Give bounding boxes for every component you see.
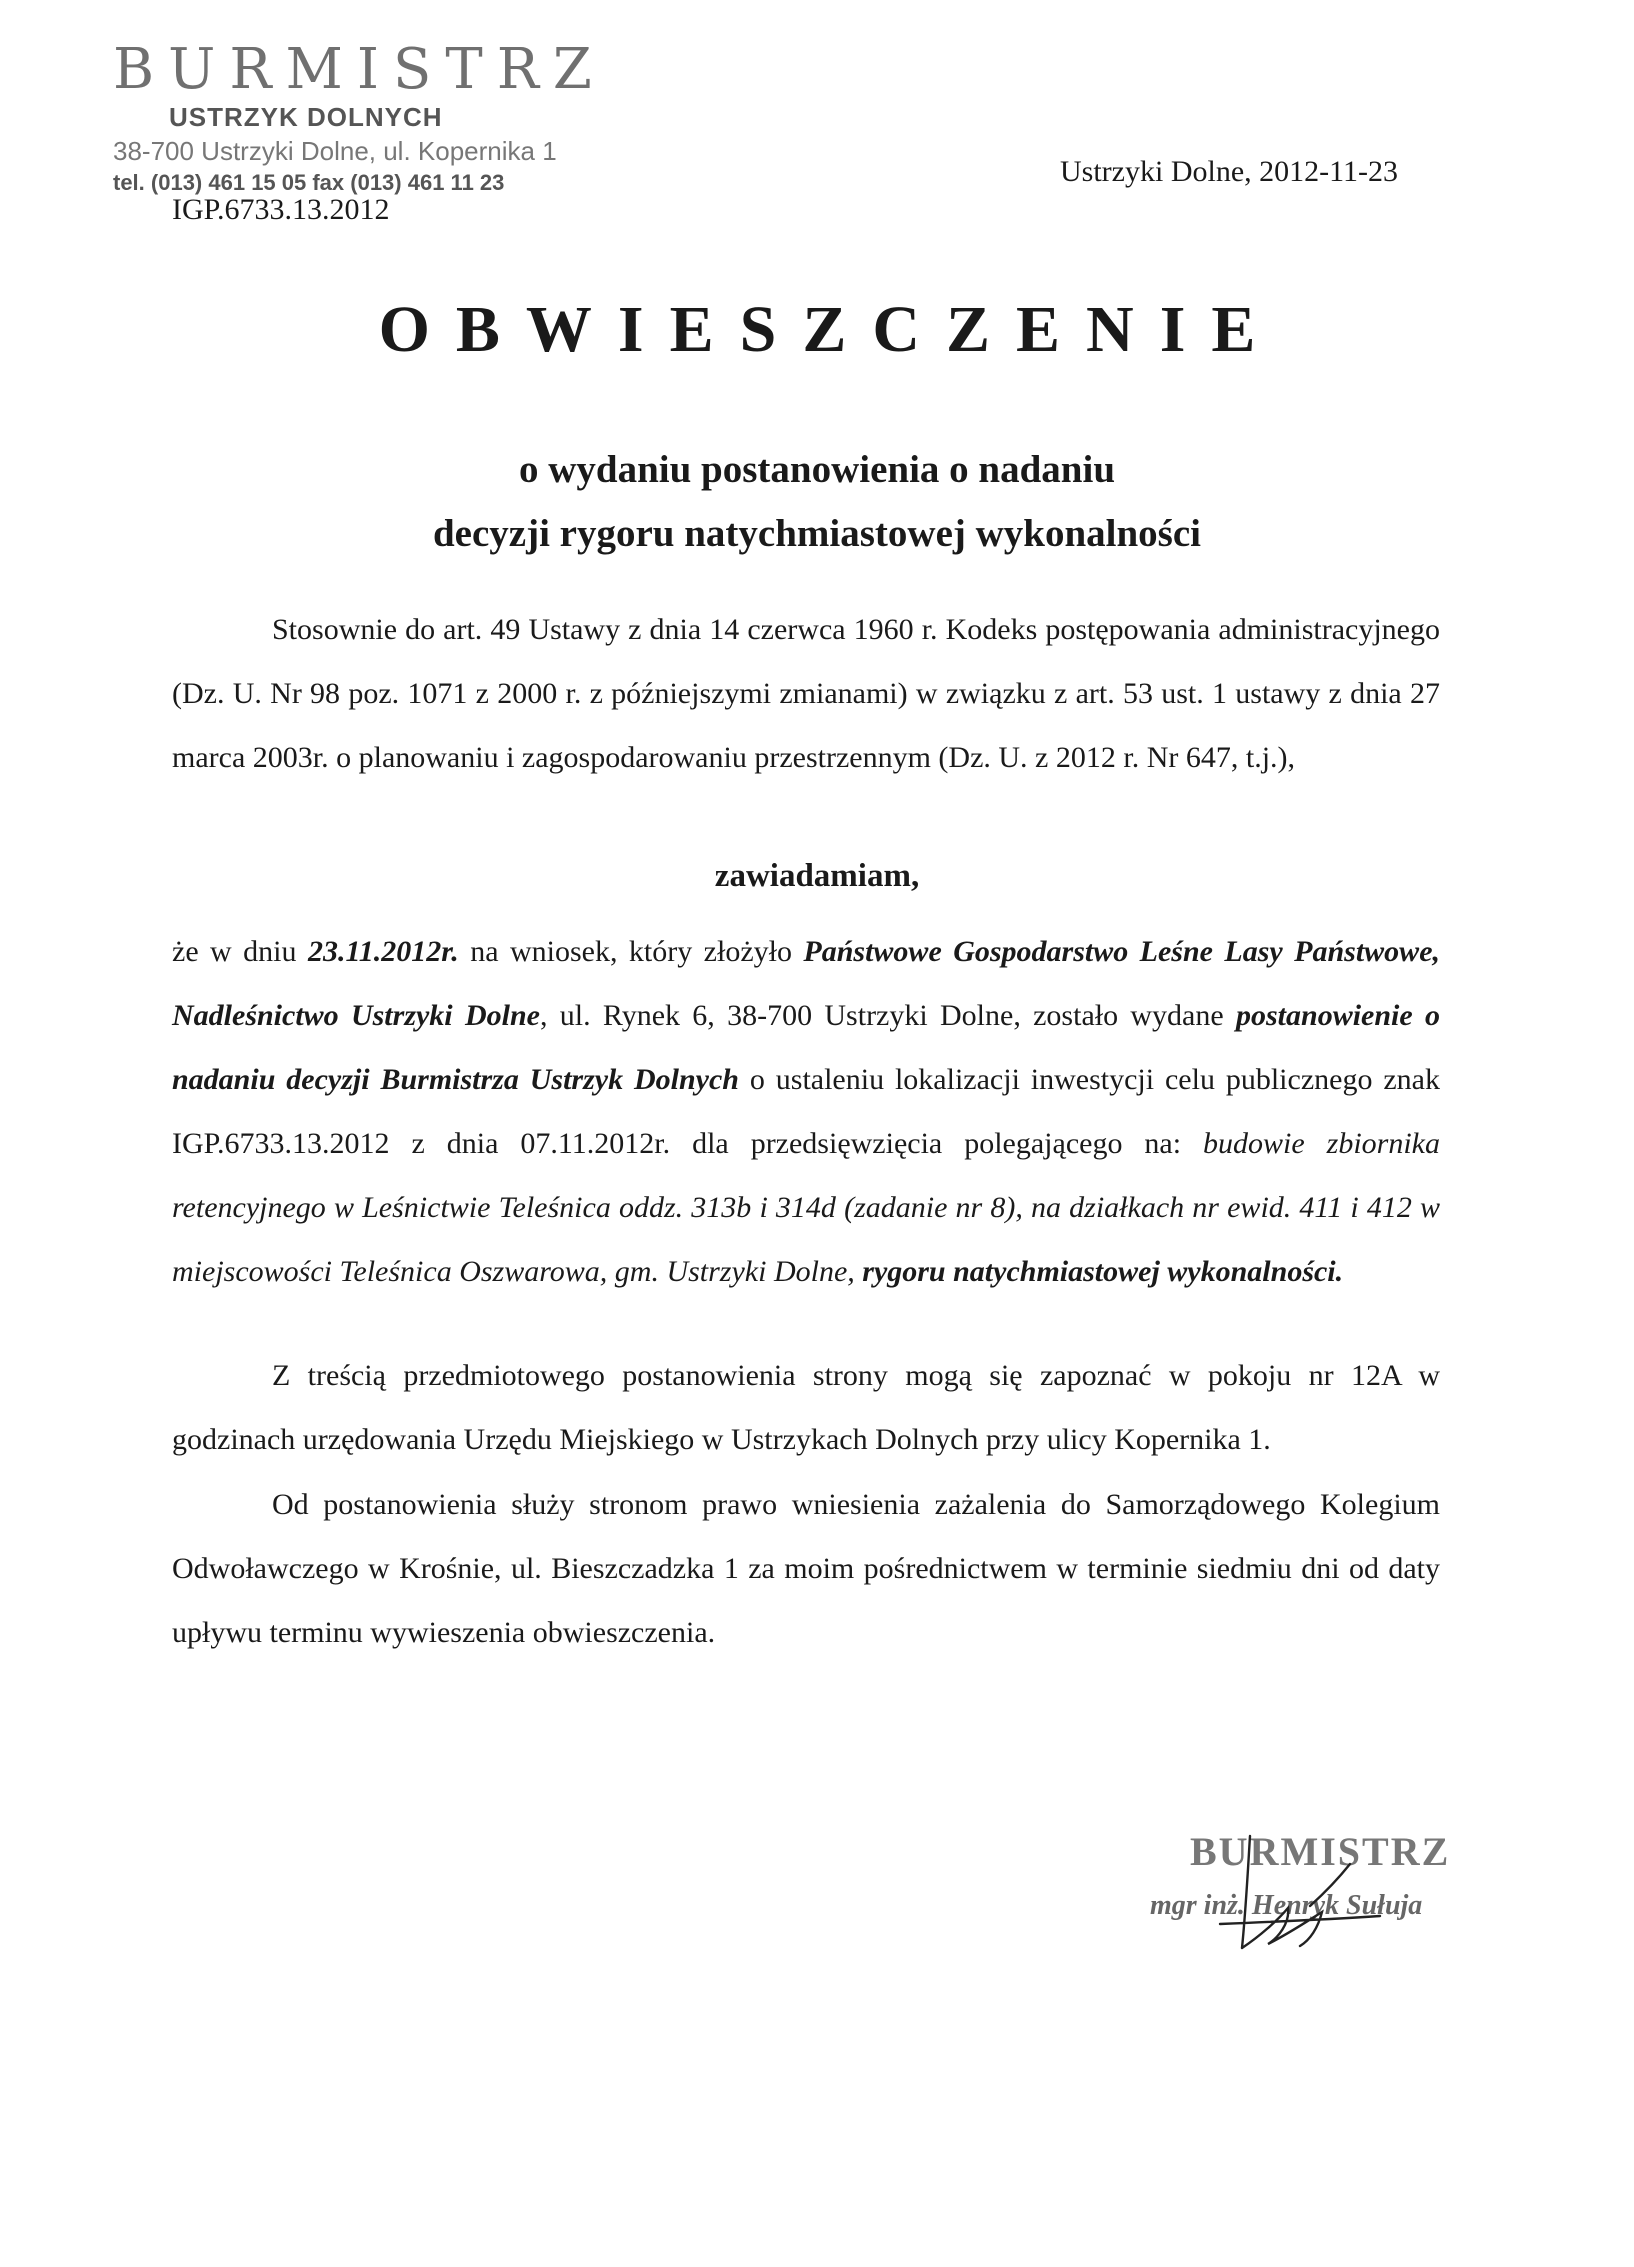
text-span: na wniosek, który złożyło (458, 935, 804, 968)
reference-number: IGP.6733.13.2012 (172, 193, 390, 226)
stamp-address: 38-700 Ustrzyki Dolne, ul. Kopernika 1 (113, 136, 557, 166)
document-subtitle (0, 438, 1634, 566)
stamp-title: BURMISTRZ (113, 37, 606, 102)
applicant-name: Państwowe Gospodarstwo Leśne Lasy Państwowe, Nadleśnictwo Ustrzyki Dolne (172, 935, 1441, 1032)
project-description: budowie zbiornika retencyjnego w Leśnictwie Teleśnica oddz. 313b i 314d (zadanie nr 8), na działkach nr ewid. 411 i 412 w miejscowości Teleśnica Oszwarowa, gm. Ustrzyki Dolne, (172, 1127, 1440, 1288)
decision-name: postanowienie o nadaniu decyzji Burmistrza Ustrzyk Dolnych (172, 999, 1440, 1096)
stamp-phone: tel. (013) 461 15 05 fax (013) 461 11 23 (113, 170, 505, 195)
decision-paragraph (172, 920, 1440, 1304)
decision-date: 23.11.2012r. (307, 935, 459, 968)
legal-basis-paragraph: Stosownie do art. 49 Ustawy z dnia 14 czerwca 1960 r. Kodeks postępowania administracyjnego (Dz. U. Nr 98 poz. 1071 z 2000 r. z późniejszymi zmianami) w związku z art. 53 ust. 1 ustawy z dnia 27 marca 2003r. o planowaniu i zagospodarowaniu przestrzennym (Dz. U. z 2012 r. Nr 647, t.j.), (172, 613, 1440, 774)
text-span: , ul. Rynek 6, 38-700 Ustrzyki Dolne, zostało wydane (539, 999, 1236, 1032)
signature-block (1150, 1828, 1490, 1958)
stamp-subtitle: USTRZYK DOLNYCH (169, 102, 443, 132)
text-span: o ustaleniu lokalizacji inwestycji celu publicznego znak IGP.6733.13.2012 z dnia 07.11.2012r. dla przedsięwzięcia polegającego na: (172, 1063, 1440, 1160)
signature-title: BURMISTRZ (1190, 1829, 1451, 1874)
signature-name: mgr inż. Henryk Sułuja (1150, 1890, 1423, 1921)
document-title: OBWIESZCZENIE (378, 293, 1282, 366)
office-stamp (113, 37, 606, 195)
place-date: Ustrzyki Dolne, 2012-11-23 (1060, 155, 1398, 188)
text-span: że w dniu (172, 935, 308, 968)
subtitle-line-1: o wydaniu postanowienia o nadaniu (518, 448, 1116, 491)
handwritten-signature-icon (1150, 1828, 1490, 1958)
inspection-paragraph: Z treścią przedmiotowego postanowienia strony mogą się zapoznać w pokoju nr 12A w godzinach urzędowania Urzędu Miejskiego w Ustrzykach Dolnych przy ulicy Kopernika 1. (172, 1359, 1440, 1456)
rigor-text: rygoru natychmiastowej wykonalności. (862, 1255, 1344, 1288)
notification-heading: zawiadamiam, (714, 858, 920, 894)
subtitle-line-2: decyzji rygoru natychmiastowej wykonalności (432, 512, 1202, 555)
appeal-paragraph: Od postanowienia służy stronom prawo wniesienia zażalenia do Samorządowego Kolegium Odwoławczego w Krośnie, ul. Bieszczadzka 1 za moim pośrednictwem w terminie siedmiu dni od daty upływu terminu wywieszenia obwieszczenia. (172, 1488, 1440, 1649)
